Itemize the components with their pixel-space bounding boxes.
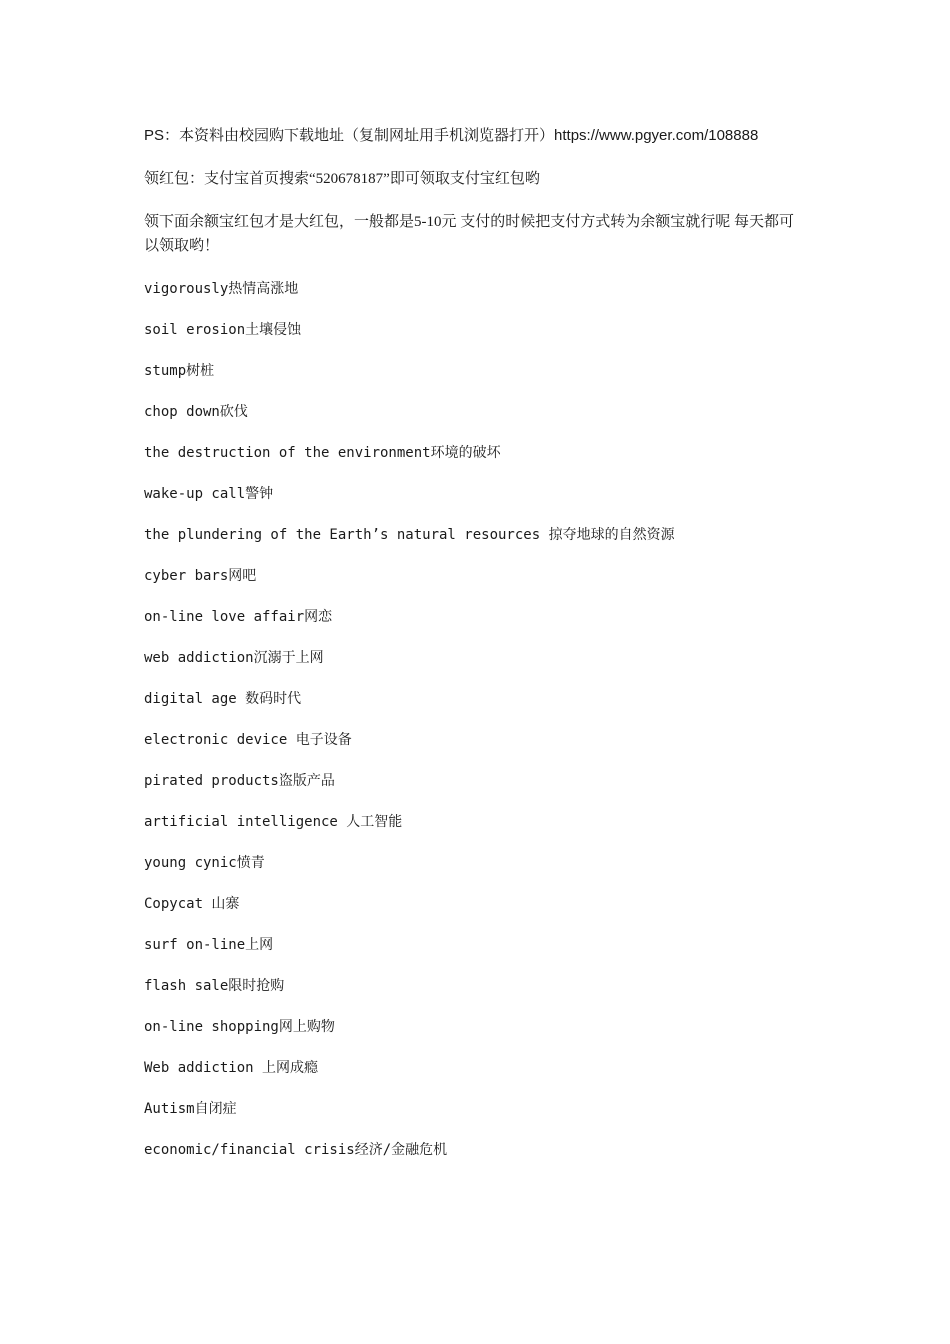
vocab-item: web addiction沉溺于上网 bbox=[144, 650, 324, 666]
balance-red-packet-line: 领下面余额宝红包才是大红包，一般都是5-10元 支付的时候把支付方式转为余额宝就行呢 每天都可以领取哟！ bbox=[144, 214, 794, 254]
vocab-item: young cynic愤青 bbox=[144, 855, 265, 871]
vocab-item: wake-up call警钟 bbox=[144, 486, 274, 502]
vocab-item: chop down砍伐 bbox=[144, 404, 248, 420]
vocab-item: stump树桩 bbox=[144, 363, 215, 379]
vocab-item: Copycat 山寨 bbox=[144, 896, 240, 912]
red-packet-line: 领红包：支付宝首页搜索“520678187”即可领取支付宝红包哟 bbox=[144, 171, 540, 187]
vocab-item: economic/financial crisis经济/金融危机 bbox=[144, 1142, 448, 1158]
vocab-item: Autism自闭症 bbox=[144, 1101, 237, 1117]
vocab-item: pirated products盗版产品 bbox=[144, 773, 335, 789]
vocab-item: flash sale限时抢购 bbox=[144, 978, 285, 994]
vocab-item: artificial intelligence 人工智能 bbox=[144, 814, 403, 830]
vocab-item: electronic device 电子设备 bbox=[144, 732, 352, 748]
vocab-item: the destruction of the environment环境的破坏 bbox=[144, 445, 501, 461]
vocab-item: soil erosion土壤侵蚀 bbox=[144, 322, 302, 338]
vocab-item: Web addiction 上网成瘾 bbox=[144, 1060, 319, 1076]
vocab-item: digital age 数码时代 bbox=[144, 691, 302, 707]
document-body bbox=[144, 124, 804, 1179]
ps-download-line: PS：本资料由校园购下载地址（复制网址用手机浏览器打开）https://www.pgyer.com/108888 bbox=[144, 127, 759, 144]
vocab-item: on-line love affair网恋 bbox=[144, 609, 333, 625]
vocab-item: vigorously热情高涨地 bbox=[144, 281, 299, 297]
vocab-item: the plundering of the Earth’s natural resources 掠夺地球的自然资源 bbox=[144, 527, 675, 543]
vocab-item: on-line shopping网上购物 bbox=[144, 1019, 335, 1035]
vocab-item: cyber bars网吧 bbox=[144, 568, 257, 584]
vocab-item: surf on-line上网 bbox=[144, 937, 274, 953]
